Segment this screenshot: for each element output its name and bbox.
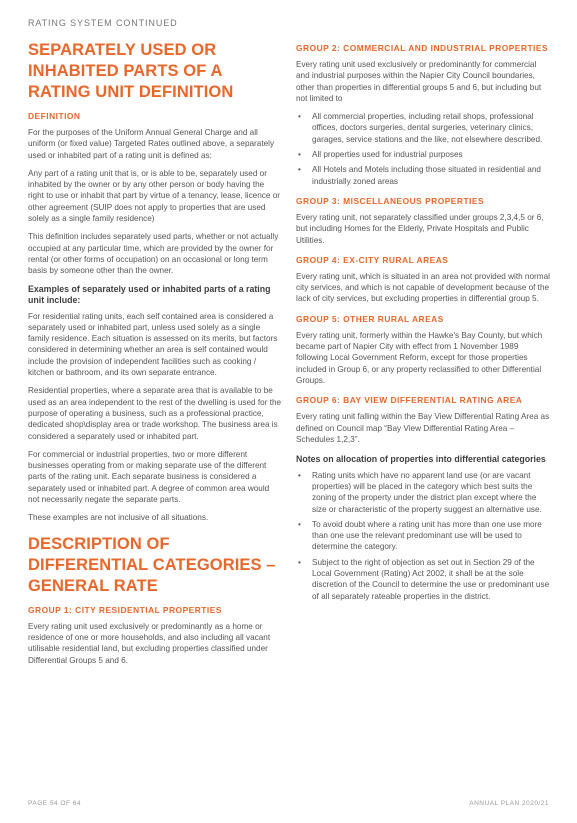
group2-list [296,111,550,187]
section-title-suip: SEPARATELY USED OR INHABITED PARTS OF A RATING UNIT DEFINITION [28,41,234,101]
group6-paragraph: Every rating unit falling within the Bay View Differential Rating Area as defined on Council map “Bay View Differential Rating Area – Schedules 1,2,3”. [296,412,550,444]
group1-paragraph: Every rating unit used exclusively or predominantly as a home or residence of one or more households, and also including all vacant utilisable residential land, but excluding properties classified under Differential Groups 5 and 6. [28,621,271,665]
group4-heading: GROUP 4: EX-CITY RURAL AREAS [296,254,449,265]
bullet-icon: • [298,557,301,567]
bullet-icon: • [298,470,301,480]
group2-paragraph: Every rating unit used exclusively or predominantly for commercial and industrial purposes within the Napier City Council boundaries, other than properties in differential groups 5 and 6, but including but not limited to [296,60,542,103]
group3-paragraph: Every rating unit, not separately classified under groups 2,3,4,5 or 6, but including Homes for the Elderly, Private Hospitals and Public Utilities. [296,212,544,245]
right-column [296,43,550,610]
bullet-icon: • [298,150,301,160]
group6-heading: GROUP 6: BAY VIEW DIFFERENTIAL RATING AREA [296,395,523,406]
section-title-differential: DESCRIPTION OF DIFFERENTIAL CATEGORIES – GENERAL RATE [28,534,276,595]
group5-paragraph: Every rating unit, formerly within the Hawke's Bay County, but which became part of Napier City with effect from 1 November 1989 following Local Government Reform, except for those properties included in Group 6, or any property reclassified to other Differential Groups. [296,330,543,385]
page-number: PAGE 54 OF 64 [28,800,81,807]
list-item: • All properties used for industrial purposes [298,150,463,160]
examples-paragraph-4: These examples are not inclusive of all situations. [28,513,209,523]
left-column [28,40,282,673]
definition-paragraph-3: This definition includes separately used parts, whether or not actually occupied at any particular time, which are provided by the owner for rental (or other forms of occupation) on an occasional or long term basis by someone other than the owner. [28,232,279,276]
group4-paragraph: Every rating unit, which is situated in an area not provided with normal city services, and which is not capable of development because of the lack of city services, but excluding properties in differential group 5. [296,271,550,304]
examples-heading: Examples of separately used or inhabited parts of a rating unit include: [28,283,271,306]
list-item: • Subject to the right of objection as set out in Section 29 of the Local Government (Rating) Act 2002, it shall be at the sole discretion of the Council to determine the use or predominant use of all separately rateable properties in the district. [298,557,550,601]
group3-heading: GROUP 3: MISCELLANEOUS PROPERTIES [296,195,485,206]
notes-heading: Notes on allocation of properties into differential categories [296,454,546,465]
list-item: • Rating units which have no apparent land use (or are vacant properties) will be placed in the category which best suits the zoning of the property under the district plan except where the size or characteristic of the property suggest an alternative use. [298,470,542,514]
examples-paragraph-3: For commercial or industrial properties, two or more different businesses operating from or making separate use of the different parts of the rating unit. Each separate business is considered a separately used or inhabited part. A degree of common area would not necessarily negate the separate parts. [28,449,270,505]
list-item: • All commercial properties, including retail shops, professional offices, doctors surgeries, dental surgeries, veterinary clinics, garages, service stations and the like, not elsewhere described. [298,112,543,144]
examples-paragraph-2: Residential properties, where a separate area that is available to be used as an area independent to the rest of the dwelling is used for the purpose of operating a business, such as a professional practice, dedicated shop\display area or trade workshop. The business area is considered a separately used or inhabited part. [28,386,282,441]
definition-paragraph-1: For the purposes of the Uniform Annual General Charge and all uniform (or fixed value) Targeted Rates outlined above, a separately used or inhabited part of a rating unit is defined as: [28,128,275,160]
document-name: ANNUAL PLAN 2020/21 [469,800,549,807]
group2-heading: GROUP 2: COMMERCIAL AND INDUSTRIAL PROPERTIES [296,43,549,53]
definition-heading: DEFINITION [28,111,81,121]
definition-paragraph-2: Any part of a rating unit that is, or is able to be, separately used or inhabited by the owner or by any other person or body having the right to use or inhabit that part by virtue of a tenancy, lease, licence or other agreement (SUIP does not apply to properties that are used solely as a single family residence) [28,168,280,224]
running-header: RATING SYSTEM CONTINUED [28,18,178,28]
examples-paragraph-1: For residential rating units, each self contained area is considered a separately used or inhabited part, unless used solely as a single family residence. Each situation is assessed on its merits, but factors considered in determining whether an area is self contained would include the provision of independent facilities such as cooking / kitchen or bathroom, and its own separate entrance. [28,311,278,378]
group5-heading: GROUP 5: OTHER RURAL AREAS [296,313,444,324]
notes-list [296,470,550,602]
list-item: • All Hotels and Motels including those situated in residential and industrially zoned areas [298,165,541,186]
bullet-icon: • [298,112,301,122]
list-item: • To avoid doubt where a rating unit has more than one use more than one use the relevant predominant use will be used to determine the category. [298,519,542,552]
bullet-icon: • [298,165,301,175]
bullet-icon: • [298,519,301,529]
group1-heading: GROUP 1: CITY RESIDENTIAL PROPERTIES [28,604,222,615]
